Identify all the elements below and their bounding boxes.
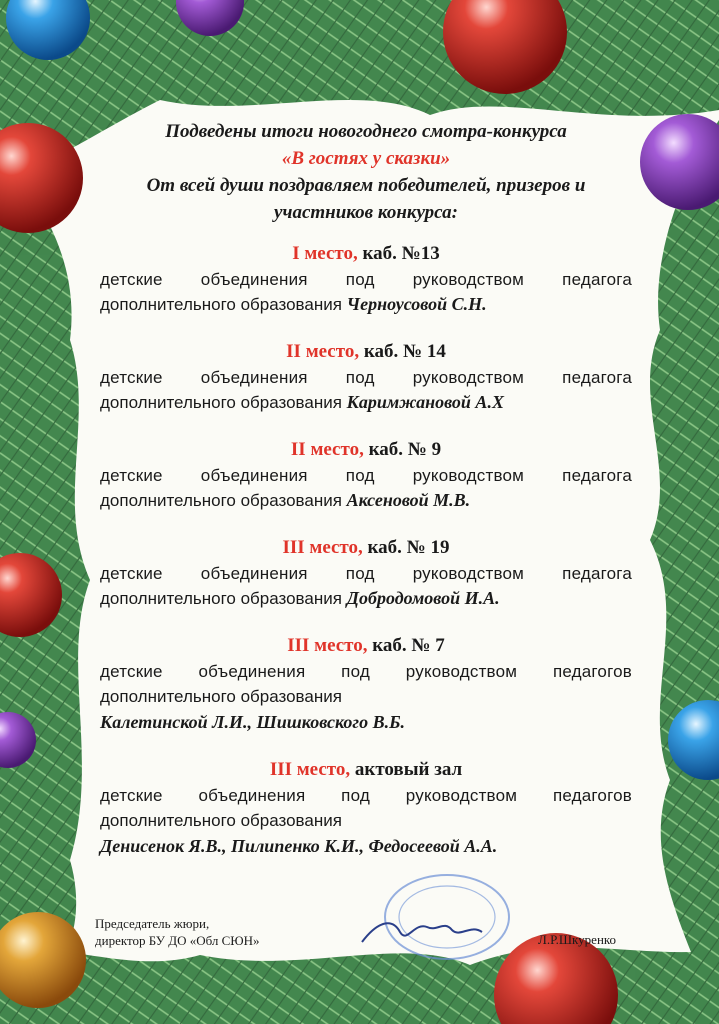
award-description-prefix: дополнительного образования (100, 687, 342, 706)
award-place: III место, (269, 759, 351, 780)
award-description-prefix: дополнительного образования (100, 295, 342, 314)
signatory-line-2: директор БУ ДО «Обл СЮН» (95, 933, 260, 948)
intro-block (100, 118, 632, 226)
award-teachers: Каримжановой А.Х (346, 392, 504, 412)
award-entry (100, 757, 632, 859)
award-room: каб. № 14 (363, 341, 446, 362)
award-entry (100, 241, 632, 317)
award-description-prefix: дополнительного образования (100, 589, 342, 608)
award-entry (100, 339, 632, 415)
award-description: детские объединения под руководством педагогов (100, 786, 632, 805)
award-place: II место, (290, 439, 364, 460)
award-room: актовый зал (354, 759, 463, 780)
award-teachers: Добродомовой И.А. (346, 588, 500, 608)
signatory-title (95, 915, 260, 949)
award-entry (100, 535, 632, 611)
signer-name: Л.Р.Шкуренко (538, 932, 617, 947)
award-description-prefix: дополнительного образования (100, 491, 342, 510)
award-description-prefix: дополнительного образования (100, 393, 342, 412)
award-place: III место, (282, 537, 363, 558)
award-place: III место, (287, 635, 368, 656)
award-description: детские объединения под руководством педагога (100, 466, 632, 485)
intro-line-3: От всей души поздравляем победителей, призеров и (146, 175, 586, 196)
award-teachers: Аксеновой М.В. (346, 490, 471, 510)
official-stamp (352, 872, 522, 962)
award-description: детские объединения под руководством педагога (100, 368, 632, 387)
award-entry (100, 633, 632, 735)
award-place: I место, (292, 243, 358, 264)
signature-icon (362, 923, 482, 942)
contest-name: «В гостях у сказки» (281, 148, 451, 169)
signatory-line-1: Председатель жюри, (95, 916, 210, 931)
award-room: каб. № 9 (368, 439, 442, 460)
award-room: каб. № 19 (367, 537, 450, 558)
award-description: детские объединения под руководством педагога (100, 564, 632, 583)
award-description-prefix: дополнительного образования (100, 811, 342, 830)
award-entry (100, 437, 632, 513)
document-body (100, 118, 632, 859)
award-teachers: Калетинской Л.И., Шишковского В.Б. (100, 712, 406, 732)
intro-line-1: Подведены итоги новогоднего смотра-конкурса (165, 121, 567, 142)
award-teachers: Денисенок Я.В., Пилипенко К.И., Федосеевой А.А. (100, 836, 498, 856)
award-place: II место, (286, 341, 360, 362)
award-description: детские объединения под руководством педагога (100, 270, 632, 289)
award-teachers: Черноусовой С.Н. (346, 294, 487, 314)
intro-line-4: участников конкурса: (274, 202, 458, 223)
award-room: каб. № 7 (372, 635, 445, 656)
award-description: детские объединения под руководством педагогов (100, 662, 632, 681)
award-room: каб. №13 (362, 243, 440, 264)
